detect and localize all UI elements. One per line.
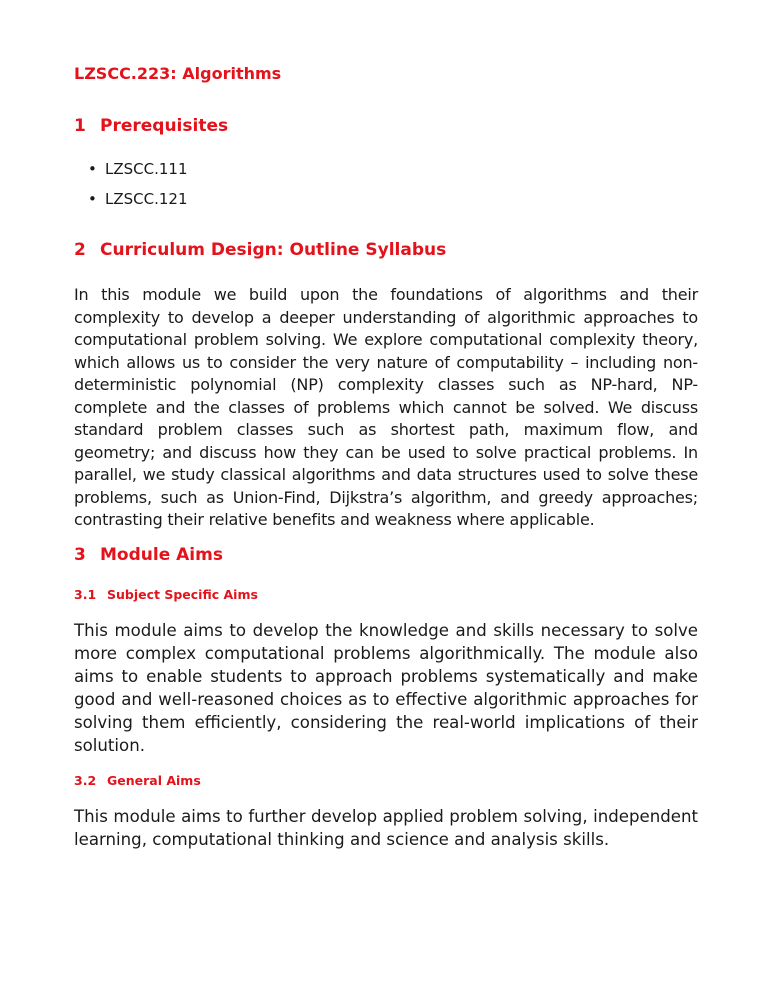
section-title: Prerequisites [100, 116, 229, 136]
subsection-title: Subject Specific Aims [107, 587, 258, 602]
outline-syllabus-paragraph: In this module we build upon the foundations of algorithms and their complexity to develop a deeper understanding of algorithmic approaches to computational problem solving. We explore computational complexity theory, which allows us to consider the very nature of computability – including non-deterministic polynomial (NP) complexity classes such as NP-hard, NP-complete and the classes of problems which cannot be solved. We discuss standard problem classes such as shortest path, maximum flow, and geometry; and discuss how they can be used to solve practical problems. In parallel, we study classical algorithms and data structures used to solve these problems, such as Union-Find, Dijkstra’s algorithm, and greedy approaches; contrasting their relative benefits and weakness where applicable. [74, 285, 698, 529]
bullet-icon: • [88, 160, 97, 178]
section-number: 2 [74, 240, 86, 260]
section-number: 3 [74, 545, 86, 565]
prerequisites-list [88, 157, 188, 217]
subsection-title: General Aims [107, 773, 201, 788]
subsection-number: 3.1 [74, 587, 97, 602]
list-item [88, 187, 188, 217]
section-heading-module-aims [74, 545, 223, 565]
section-number: 1 [74, 116, 86, 136]
section-title: Module Aims [100, 545, 223, 565]
subsection-number: 3.2 [74, 773, 97, 788]
general-aims-paragraph: This module aims to further develop applied problem solving, independent learning, computational thinking and science and analysis skills. [74, 807, 698, 849]
section-heading-curriculum [74, 240, 446, 260]
section-heading-prerequisites [74, 116, 228, 136]
list-item [88, 157, 188, 187]
subsection-heading-subject-specific-aims [74, 587, 258, 602]
subsection-heading-general-aims [74, 773, 201, 788]
subject-specific-aims-paragraph: This module aims to develop the knowledge and skills necessary to solve more complex computational problems algorithmically. The module also aims to enable students to approach problems systematically and make good and well-reasoned choices as to effective algorithmic approaches for solving them efficiently, considering the real-world implications of their solution. [74, 621, 698, 755]
prerequisite-code: LZSCC.111 [105, 160, 188, 178]
prerequisite-code: LZSCC.121 [105, 190, 188, 208]
section-title: Curriculum Design: Outline Syllabus [100, 240, 447, 260]
document-title: LZSCC.223: Algorithms [74, 64, 282, 83]
bullet-icon: • [88, 190, 97, 208]
